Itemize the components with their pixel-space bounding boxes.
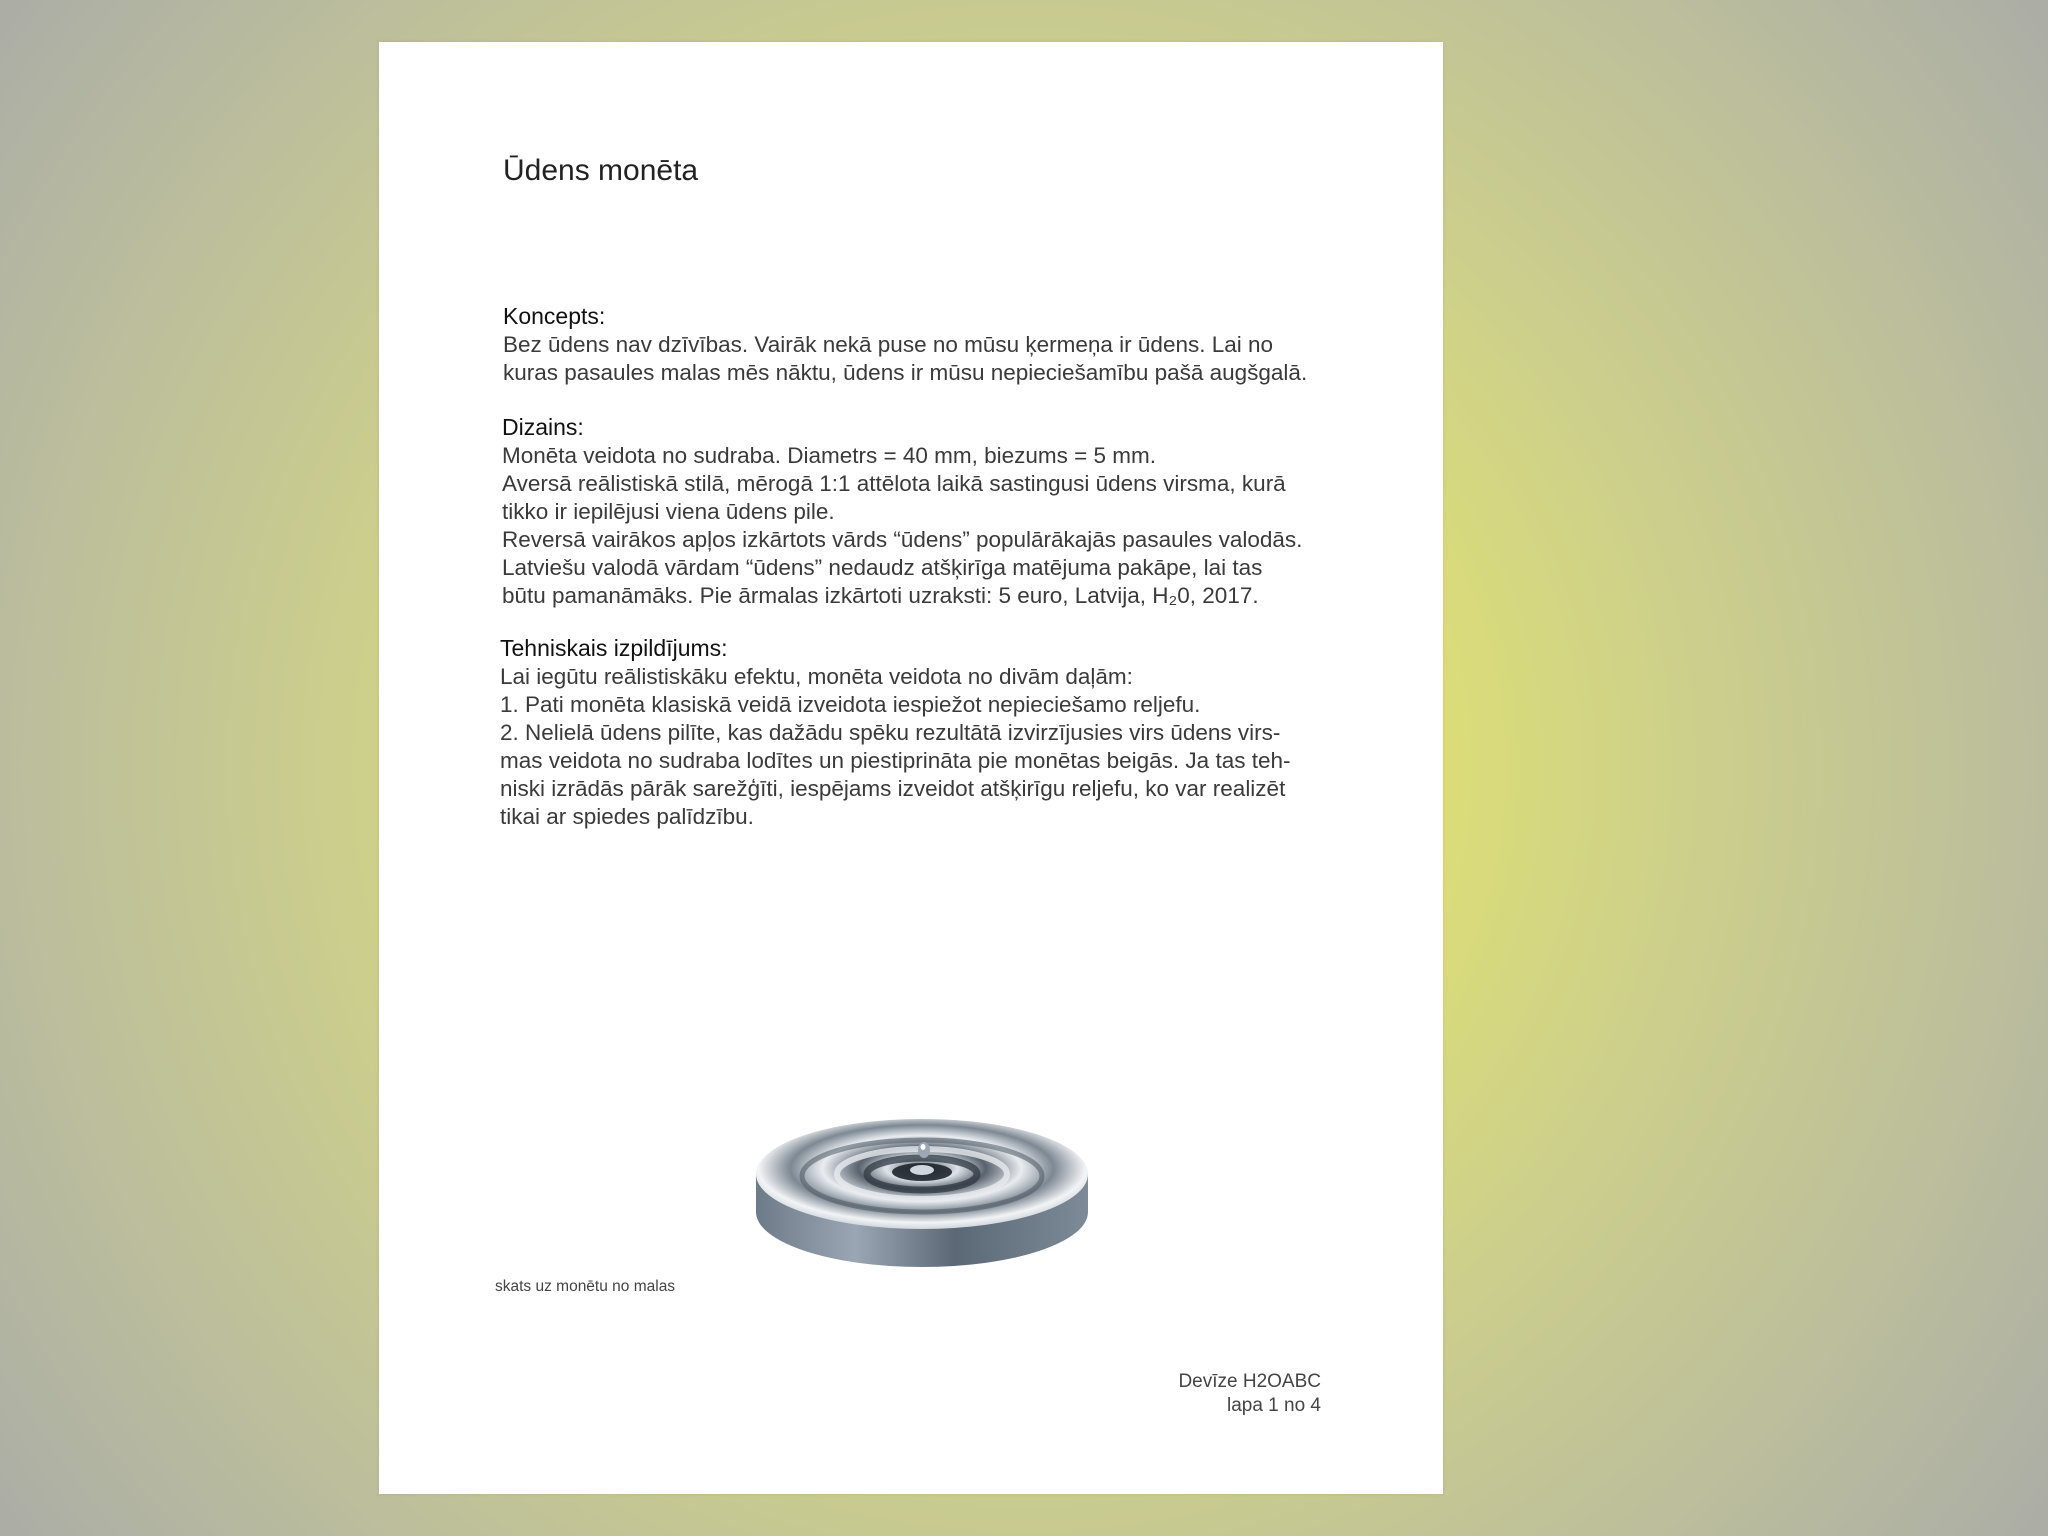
page-footer (1178, 1370, 1321, 1418)
paragraph-line: Latviešu valodā vārdam “ūdens” nedaudz atšķirīga matējuma pakāpe, lai tas (502, 555, 1263, 580)
image-caption: skats uz monētu no malas (495, 1278, 676, 1295)
water-coin-illustration-icon (747, 1112, 1097, 1277)
page-title: Ūdens monēta (503, 154, 699, 187)
section-heading: Dizains: (502, 414, 584, 440)
section-heading: Koncepts: (503, 303, 606, 329)
section-heading: Tehniskais izpildījums: (500, 635, 728, 661)
paragraph-line: kuras pasaules malas mēs nāktu, ūdens ir mūsu nepieciešamību pašā augšgalā. (503, 360, 1308, 385)
section-concept (503, 302, 1363, 387)
paragraph-line: 1. Pati monēta klasiskā veidā izveidota iespiežot nepieciešamo reljefu. (500, 692, 1201, 717)
paragraph-line: Monēta veidota no sudraba. Diametrs = 40 mm, biezums = 5 mm. (502, 443, 1157, 468)
paragraph-line: 2. Nelielā ūdens pilīte, kas dažādu spēku rezultātā izvirzījusies virs ūdens virs- (500, 720, 1281, 745)
paragraph-line: mas veidota no sudraba lodītes un piestiprināta pie monētas beigās. Ja tas teh- (500, 748, 1291, 773)
paragraph-line: Bez ūdens nav dzīvības. Vairāk nekā puse no mūsu ķermeņa ir ūdens. Lai no (503, 332, 1274, 357)
paragraph-line: Aversā reālistiskā stilā, mērogā 1:1 attēlota laikā sastingusi ūdens virsma, kurā (502, 471, 1286, 496)
section-design (502, 413, 1362, 610)
paragraph-line: Reversā vairākos apļos izkārtots vārds “ūdens” populārākajās pasaules valodās. (502, 527, 1303, 552)
section-technical (500, 634, 1360, 831)
paragraph-line: būtu pamanāmāks. Pie ārmalas izkārtoti uzraksti: 5 euro, Latvija, H₂0, 2017. (502, 583, 1259, 608)
paragraph-line: tikai ar spiedes palīdzību. (500, 804, 754, 829)
paragraph-line: tikko ir iepilējusi viena ūdens pile. (502, 499, 835, 524)
paragraph-line: Lai iegūtu reālistiskāku efektu, monēta veidota no divām daļām: (500, 664, 1133, 689)
footer-page-number: lapa 1 no 4 (1226, 1395, 1321, 1416)
footer-motto: Devīze H2OABC (1178, 1371, 1321, 1392)
document-page (379, 42, 1443, 1494)
paragraph-line: niski izrādās pārāk sarežģīti, iespējams izveidot atšķirīgu reljefu, ko var realizēt (500, 776, 1286, 801)
